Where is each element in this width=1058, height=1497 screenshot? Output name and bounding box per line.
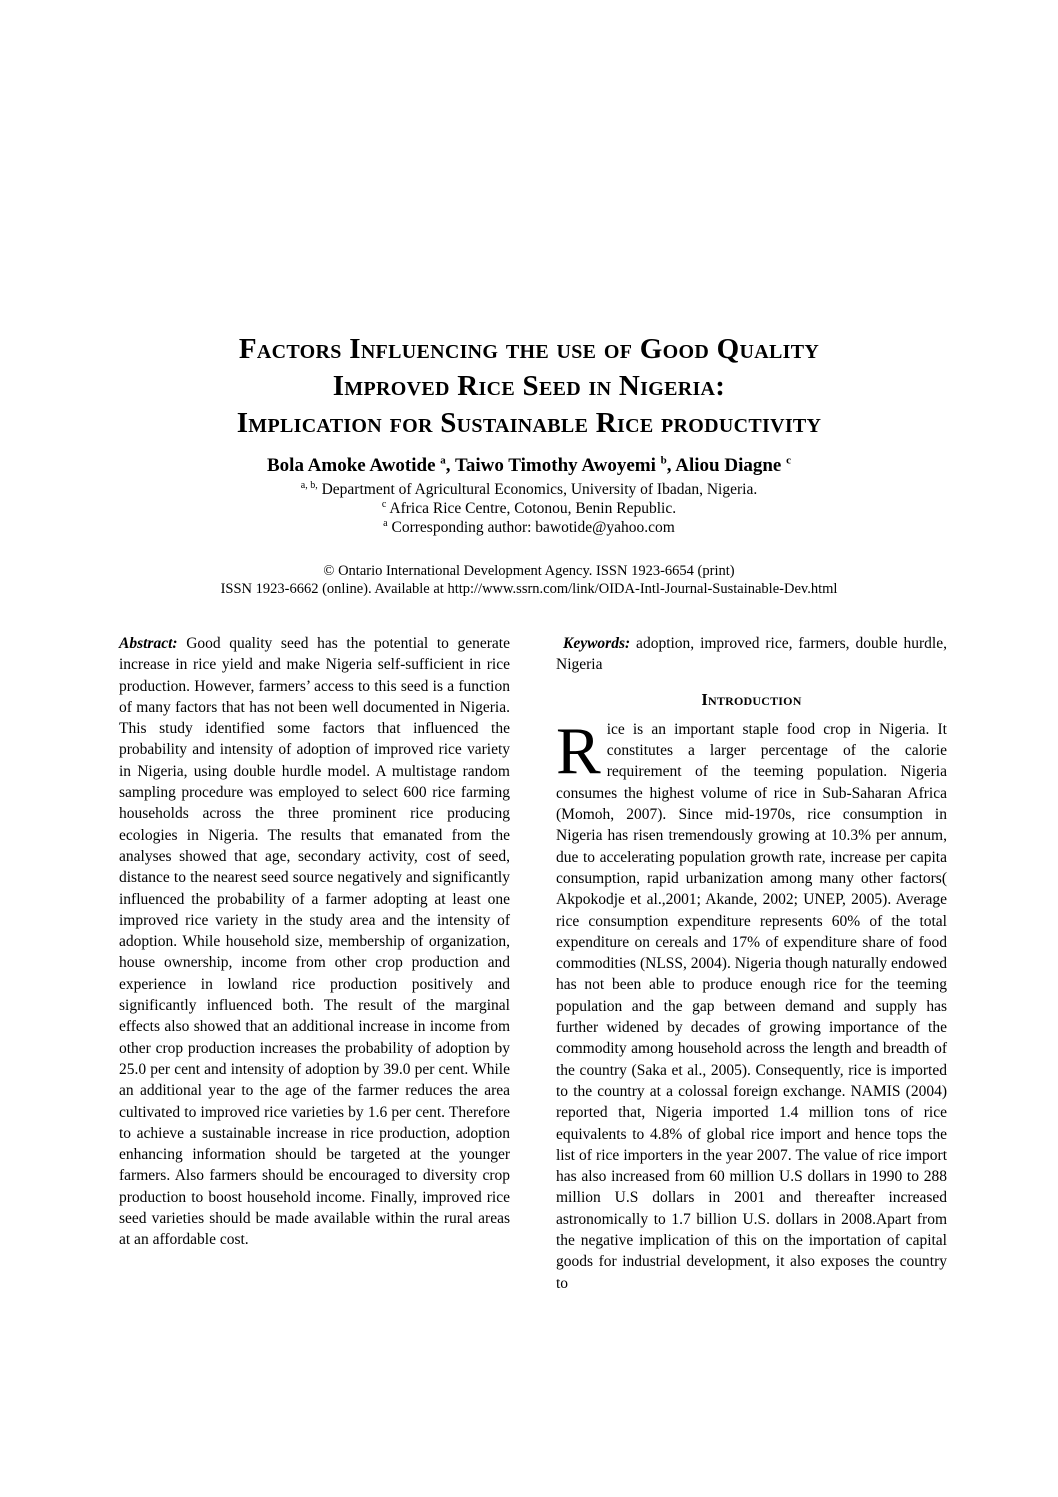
affiliation-superscript-1: a, b,	[300, 479, 318, 491]
introduction-paragraph	[556, 713, 947, 1294]
affiliations-block	[0, 480, 1058, 537]
introduction-text: ice is an important staple food crop in Nigeria. It constitutes a larger percentage of the calorie requirement of the teeming population. Nigeria consumes the highest volume of rice in Sub-Saharan Africa (Momoh, 2007). Since mid-1970s, rice consumption in Nigeria has risen tremendously growing at 10.3% per annum, due to accelerating population growth rate, increase per capita consumption, rapid urbanization among many other factors( Akpokodje et al.,2001; Akande, 2002; UNEP, 2005). Average rice consumption expenditure represents 60% of the total expenditure on cereals and 17% of expenditure share of food commodities (NLSS, 2004). Nigeria though naturally endowed has not been able to produce enough rice for the teeming population and the gap between demand and supply has further widened by decades of growing importance of the commodity among household across the length and breadth of the country (Saka et al., 2005). Consequently, rice is imported to the country at a colossal foreign exchange. NAMIS (2004) reported that, Nigeria imported 1.4 million tons of rice equivalents to 4.8% of global rice import and hence tops the list of rice importers in the year 2007. The value of rice import has also increased from 60 million U.S dollars in 1990 to 288 million U.S dollars in 2001 and thereafter increased astronomically to 1.7 billion U.S. dollars in 2008.Apart from the negative implication of this on the importation of capital goods for industrial development, it also exposes the country to	[556, 720, 947, 1292]
author-separator-1: ,	[445, 455, 455, 476]
authors-line	[0, 454, 1058, 478]
affiliation-line-3	[0, 518, 1058, 537]
publisher-line-1: © Ontario International Development Agency. ISSN 1923-6654 (print)	[323, 563, 735, 579]
right-column	[556, 633, 947, 1294]
affiliation-text-1: Department of Agricultural Economics, University of Ibadan, Nigeria.	[317, 481, 758, 498]
body-columns	[119, 633, 947, 1294]
paper-title-line-3: Implication for Sustainable Rice productivity	[236, 407, 822, 439]
affiliation-superscript-3: a	[383, 517, 388, 529]
author-separator-2: ,	[666, 455, 676, 476]
affiliation-line-2	[0, 499, 1058, 518]
keywords-label: Keywords:	[563, 635, 631, 652]
left-column	[119, 633, 510, 1294]
paper-title	[0, 331, 1058, 442]
affiliation-text-3: Corresponding author: bawotide@yahoo.com	[387, 519, 675, 536]
abstract-label: Abstract:	[119, 635, 178, 652]
paper-title-line-1: Factors Influencing the use of Good Quality	[238, 333, 820, 365]
introduction-heading: Introduction	[701, 689, 802, 709]
author-superscript-1: a	[440, 454, 446, 467]
affiliation-line-1	[0, 480, 1058, 499]
keywords-text: adoption, improved rice, farmers, double hurdle, Nigeria	[556, 635, 947, 674]
abstract-text: Good quality seed has the potential to generate increase in rice yield and make Nigeria self-sufficient in rice production. However, farmers’ access to this seed is a function of many factors that has not been well documented in Nigeria. This study identified some factors that influenced the probability and intensity of adoption of improved rice variety in Nigeria, using double hurdle model. A multistage random sampling procedure was employed to select 600 rice farming households across the three prominent rice producing ecologies in Nigeria. The results that emanated from the analyses showed that age, secondary activity, cost of seed, distance to the nearest seed source negatively and significantly influenced the probability of a farmer adopting at least one improved rice variety in the study area and the intensity of adoption. While household size, membership of organization, house ownership, income from other crop production and experience in lowland rice production positively and significantly influenced both. The result of the marginal effects also showed that an additional increase in income from other crop production increases the probability of adoption by 25.0 per cent and intensity of adoption by 39.0 per cent. While an additional year to the age of the farmer reduces the area cultivated to improved rice varieties by 1.6 per cent. Therefore to achieve a sustainable increase in rice production, adoption enhancing information should be targeted at the younger farmers. Also farmers should be encouraged to diversity crop production to boost household income. Finally, improved rice seed varieties should be made available within the rural areas at an affordable cost.	[119, 635, 510, 1249]
author-name-3: Aliou Diagne	[675, 455, 787, 476]
abstract-paragraph	[119, 633, 510, 1251]
affiliation-superscript-2: c	[381, 498, 387, 510]
author-superscript-3: c	[786, 454, 791, 467]
author-name-1: Bola Amoke Awotide	[267, 455, 441, 476]
publisher-line-2: ISSN 1923-6662 (online). Available at http://www.ssrn.com/link/OIDA-Intl-Journal-Sustainable-Dev.html	[220, 580, 838, 597]
dropcap-letter: R	[556, 713, 601, 788]
affiliation-text-2: Africa Rice Centre, Cotonou, Benin Republic.	[386, 500, 677, 517]
title-block	[0, 331, 1058, 598]
paper-title-line-2: Improved Rice Seed in Nigeria:	[332, 370, 726, 402]
author-name-2: Taiwo Timothy Awoyemi	[454, 455, 661, 476]
author-superscript-2: b	[660, 454, 667, 467]
publisher-block	[0, 563, 1058, 598]
keywords-paragraph	[556, 633, 947, 676]
